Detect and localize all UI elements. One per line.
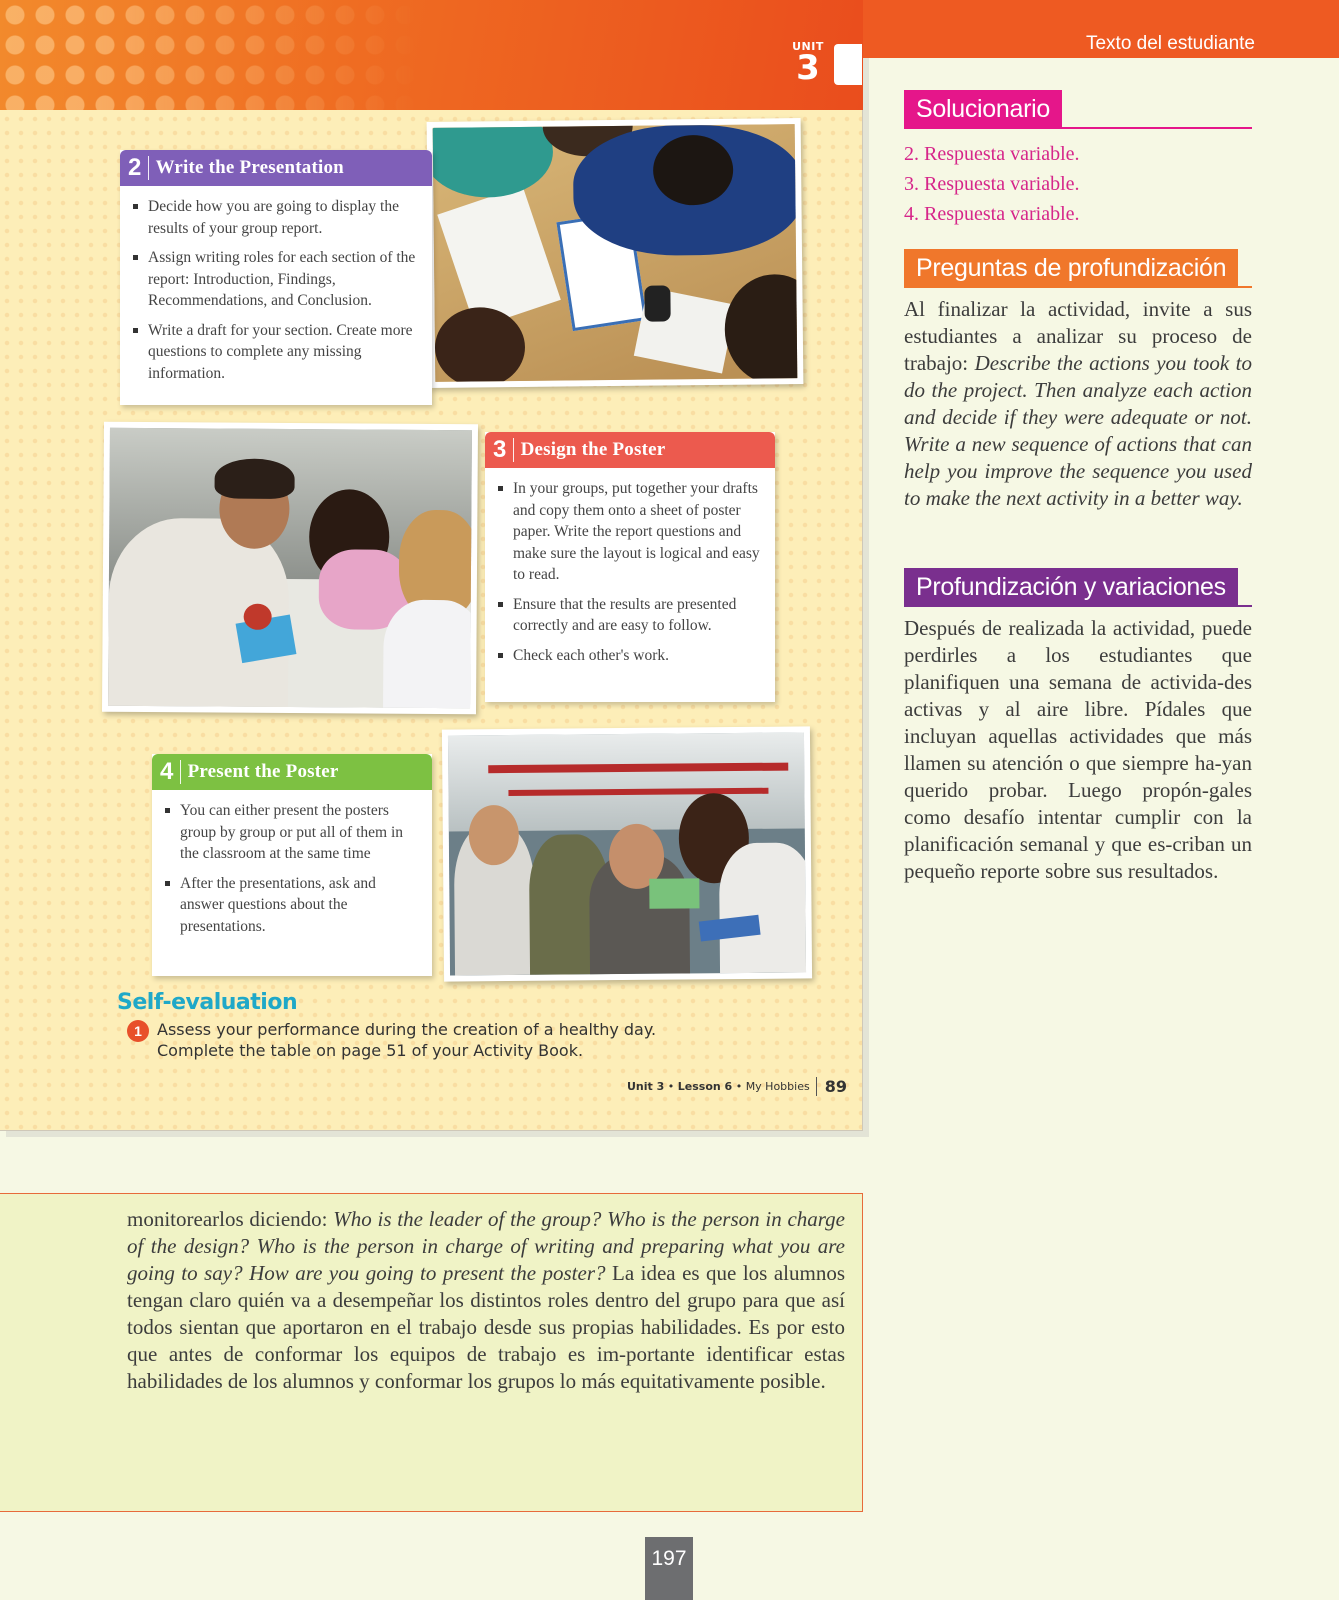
step-title: Write the Presentation bbox=[155, 157, 344, 178]
decorative-dots bbox=[0, 0, 420, 110]
step-bullet-list bbox=[120, 186, 432, 402]
list-item: 4. Respuesta variable. bbox=[904, 203, 1080, 225]
breadcrumb-unit: Unit 3 bbox=[627, 1080, 665, 1093]
unit-label: UNIT bbox=[792, 40, 824, 53]
unit-number: 3 bbox=[796, 48, 820, 88]
section-title: Profundización y variaciones bbox=[904, 568, 1238, 607]
photo-students-writing bbox=[427, 118, 804, 388]
step-bullet-list bbox=[152, 790, 432, 955]
step-bullet-list bbox=[485, 468, 775, 684]
step-number: 2 bbox=[128, 156, 149, 180]
section-title: Preguntas de profundización bbox=[904, 249, 1238, 288]
unit-badge bbox=[790, 40, 826, 88]
breadcrumb-lesson: Lesson 6 bbox=[677, 1080, 733, 1093]
section-rule bbox=[1062, 127, 1252, 129]
list-item: Write a draft for your section. Create more questions to complete any missing information. bbox=[132, 320, 422, 385]
self-evaluation-title: Self-evaluation bbox=[117, 990, 298, 1015]
step-header bbox=[152, 754, 432, 790]
profundizacion-section bbox=[904, 568, 1252, 885]
list-item: Check each other's work. bbox=[497, 645, 765, 667]
list-item: 2. Respuesta variable. bbox=[904, 143, 1080, 165]
photo-scene bbox=[433, 124, 798, 382]
step-header bbox=[485, 432, 775, 468]
list-item: 3. Respuesta variable. bbox=[904, 173, 1080, 195]
book-page-number: 89 bbox=[816, 1077, 847, 1096]
section-heading bbox=[904, 249, 1252, 288]
section-heading bbox=[904, 90, 1252, 129]
list-item: In your groups, put together your drafts and copy them onto a sheet of poster paper. Write the report questions and make sure the layout is logical and easy to read. bbox=[497, 478, 765, 586]
photo-teacher-helping bbox=[102, 422, 478, 715]
step-title: Design the Poster bbox=[520, 439, 666, 460]
list-item: Decide how you are going to display the results of your group report. bbox=[132, 196, 422, 239]
list-item: After the presentations, ask and answer questions about the presentations. bbox=[164, 873, 422, 938]
answer-list bbox=[904, 139, 1252, 229]
photo-class-group bbox=[442, 726, 812, 981]
photo-scene bbox=[448, 732, 806, 975]
section-rule bbox=[1238, 286, 1252, 288]
section-body: Después de realizada la actividad, puede perdirles a los estudiantes que planifiquen una semana de activida-des activas y al aire libre. Pídales que incluyan aquellas actividades que más llamen su atención o que siempre ha-yan querido probar. Luego propón-gales como desafío intentar cumplir con la planificación semanal y que es-criban un pequeño reporte sobre sus resultados. bbox=[904, 616, 1252, 883]
self-evaluation bbox=[117, 990, 656, 1061]
step-number: 4 bbox=[160, 760, 181, 784]
section-rule bbox=[1238, 605, 1252, 607]
breadcrumb: Unit 3 • Lesson 6 • My Hobbies bbox=[627, 1080, 810, 1093]
unit-tab bbox=[834, 44, 862, 85]
list-item: Assign writing roles for each section of the report: Introduction, Findings, Recommendations, and Conclusion. bbox=[132, 247, 422, 312]
list-item: You can either present the posters group by group or put all of them in the classroom at the same time bbox=[164, 800, 422, 865]
teacher-notes-box bbox=[0, 1193, 863, 1512]
breadcrumb-topic: My Hobbies bbox=[745, 1080, 810, 1093]
preguntas-section bbox=[904, 249, 1252, 512]
book-footer bbox=[627, 1077, 847, 1096]
self-evaluation-number: 1 bbox=[127, 1020, 149, 1042]
teacher-notes-text: monitorearlos diciendo: Who is the leader of the group? Who is the person in charge of the design? Who is the person in charge of writing and preparing what you are going to say? How are you going to present the poster? La idea es que los alumnos tengan claro quién va a desempeñar los distintos roles dentro del grupo para que así todos sientan que aportaron en el trabajo desde sus propias habilidades. Es por esto que antes de conformar los equipos de trabajo es im-portante identificar estas habilidades de los alumnos y conformar los grupos lo más equitativamente posible. bbox=[127, 1207, 845, 1393]
list-item: Ensure that the results are presented correctly and are easy to follow. bbox=[497, 594, 765, 637]
section-label: Texto del estudiante bbox=[1085, 33, 1255, 54]
self-evaluation-item bbox=[127, 1019, 656, 1061]
step-header bbox=[120, 150, 432, 186]
step-number: 3 bbox=[493, 438, 514, 462]
self-evaluation-text bbox=[157, 1019, 656, 1061]
solucionario-section bbox=[904, 90, 1252, 229]
step-title: Present the Poster bbox=[187, 761, 339, 782]
section-title: Solucionario bbox=[904, 90, 1062, 129]
self-evaluation-line-2: Complete the table on page 51 of your Activity Book. bbox=[157, 1041, 584, 1060]
book-header-banner bbox=[0, 0, 863, 110]
step-card-design-poster bbox=[485, 432, 775, 702]
page-number: 197 bbox=[645, 1537, 693, 1600]
step-card-present-poster bbox=[152, 754, 432, 976]
section-heading bbox=[904, 568, 1252, 607]
self-evaluation-line-1: Assess your performance during the creation of a healthy day. bbox=[157, 1020, 657, 1039]
step-card-write-presentation bbox=[120, 150, 432, 405]
student-book-page bbox=[0, 0, 863, 1131]
section-body: Al finalizar la actividad, invite a sus estudiantes a analizar su proceso de trabajo: Describe the actions you took to do the project. Then analyze each action and decide if they were adequate or not. Write a new sequence of actions that can help you improve the sequence you used to make the next activity in a better way. bbox=[904, 297, 1253, 510]
photo-scene bbox=[108, 428, 472, 709]
